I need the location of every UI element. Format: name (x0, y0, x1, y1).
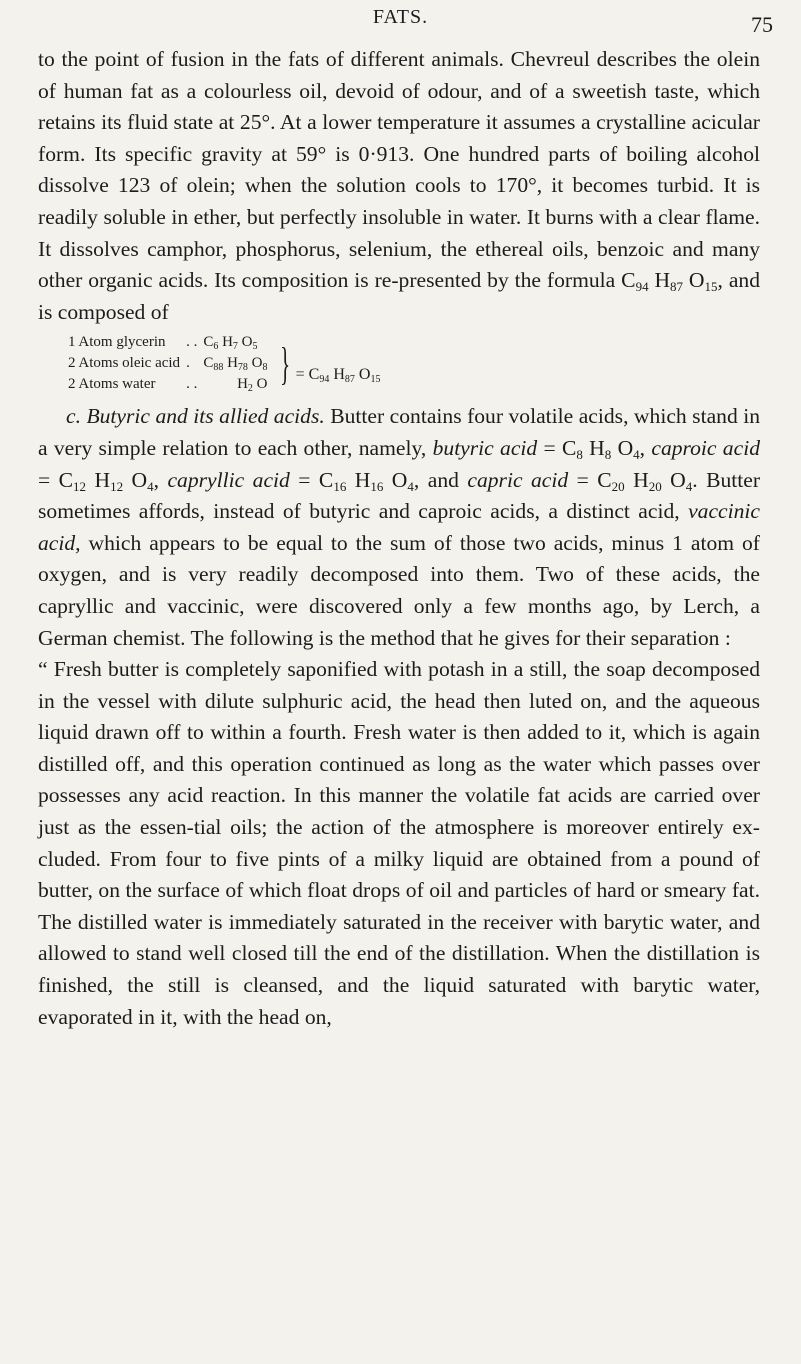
brace-and-sum: } = $C_{94}$ $H_{87}$ $O_{15}$ (279, 337, 381, 389)
composition-row: 1 Atom glycerin . . $C_6$ $H_7$ $O_5$ } = $C_{94}$ $H_{87}$ $O_{15}$ (68, 332, 386, 353)
paragraph-olein: to the point of fusion in the fats of different animals. Chevreul describes the olein of human fat as a colourless oil, devoid of odour, and of a sweetish taste, which retains its fluid state at 25°. At a lower temperature it assumes a crystalline acicular form. Its specific gravity at 59° is 0·913. One hundred parts of boiling alcohol dissolve 123 of olein; when the solution cools to 170°, it becomes turbid. It is readily soluble in ether, but perfectly insoluble in water. It burns with a clear flame. It dissolves camphor, phosphorus, selenium, the ethereal oils, benzoic and many other organic acids. Its composition is re-presented by the formula $C_{94}$ $H_{87}$ $O_{15}$, and is composed of (38, 47, 760, 324)
paragraph-quote: “ Fresh butter is completely saponified with potash in a still, the soap decomposed in the vessel with dilute sulphuric acid, the head then luted on, and the aqueous liquid drawn off to within a fourth. Fresh water is then added to it, which is again distilled off, and this operation continued as long as the water which passes over possesses any acid reaction. In this manner the volatile fat acids are carried over just as the essen-tial oils; the action of the atmosphere is moreover entirely ex-cluded. From four to five pints of a milky liquid are obtained from a pound of butter, on the surface of which float drops of oil and particles of hard or smeary fat. The distilled water is immediately saturated in the receiver with barytic water, and allowed to stand well closed till the end of the distillation. When the distillation is finished, the still is cleansed, and the liquid saturated with barytic water, evaporated in it, with the head on, (38, 657, 760, 1029)
composition-row: 2 Atoms water . . $H_2$ O (68, 376, 268, 395)
section-heading: c. Butyric and its allied acids. (66, 404, 325, 429)
right-brace-icon: } (279, 337, 290, 389)
composition-table (68, 332, 386, 395)
page-header (0, 0, 801, 40)
body-text (38, 44, 760, 1033)
composition-row: 2 Atoms oleic acid . $C_{88}$ $H_{78}$ $O_8$ (68, 355, 268, 374)
page-number: 75 (751, 12, 773, 37)
paragraph-butyric: c. Butyric and its allied acids. Butter contains four volatile acids, which stand in a very simple relation to each other, namely, butyric acid = $C_8$ $H_8$ $O_4$, caproic acid = $C_{12}$ $H_{12}$ $O_4$, capryllic acid = $C_{16}$ $H_{16}$ $O_4$, and capric acid = $C_{20}$ $H_{20}$ $O_4$. Butter sometimes affords, instead of butyric and caproic acids, a distinct acid, vaccinic acid, which appears to be equal to the sum of those two acids, minus 1 atom of oxygen, and is very readily decomposed into them. Two of these acids, the capryllic and vaccinic, were discovered only a few months ago, by Lerch, a German chemist. The following is the method that he gives for their separation : (38, 404, 761, 650)
running-head: FATS. (372, 6, 429, 28)
